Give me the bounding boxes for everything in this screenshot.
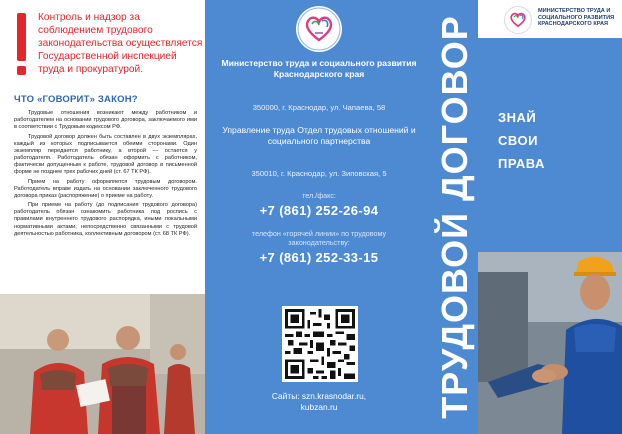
hotline-number: +7 (861) 252-33-15 xyxy=(259,250,379,265)
qr-code-icon xyxy=(282,306,358,382)
law-subheading: ЧТО «ГОВОРИТ» ЗАКОН? xyxy=(14,94,138,105)
ministry-name: Министерство труда и социального развития Краснодарского края xyxy=(221,58,417,79)
department-name: Управление труда Отдел трудовых отношений и социального партнерства xyxy=(222,125,416,146)
ministry-heart-logo-icon xyxy=(504,6,532,34)
left-panel xyxy=(0,0,205,434)
phone-label: тел./факс: xyxy=(302,191,336,200)
ministry-heart-logo-icon xyxy=(296,6,342,52)
workers-photo xyxy=(0,294,205,434)
law-body-text xyxy=(14,110,197,240)
websites: Сайты: szn.krasnodar.ru, kubzan.ru xyxy=(271,391,367,412)
slogan-line: ПРАВА xyxy=(498,156,545,171)
law-paragraph: При приеме на работу (до подписания трудового договора) работодатель обязан ознакомить работника под роспись с правилами внутреннего трудового распорядка, иными локальными нормативными актами, непосредственно связанными с трудовой деятельностью работника, коллективным договором (ст. 68 ТК РФ). xyxy=(14,202,197,237)
handshake-photo xyxy=(478,252,622,434)
slogan-line: СВОИ xyxy=(498,133,538,148)
law-paragraph: Трудовые отношения возникают между работником и работодателем на основании трудового договора, заключаемого ими в соответствии с Трудовым кодексом РФ. xyxy=(14,110,197,131)
department-address: 350010, г. Краснодар, ул. Зиповская, 5 xyxy=(251,169,387,178)
slogan xyxy=(498,106,545,175)
hotline-label: телефон «горячей линии» по трудовому законодательству: xyxy=(251,229,387,247)
law-paragraph: Прием на работу оформляется трудовым договором. Работодатель вправе издать на основании заключенного трудового договора приказ (распоряжение) о приеме на работу. xyxy=(14,178,197,199)
law-paragraph: Трудовой договор должен быть составлен в двух экземплярах, каждый из которых подписывается обеими сторонами. Один экземпляр передается работнику, а второй — остается у работодателя. Работодатель обязан оформить с работником, фактически допущенным к работе, трудовой договор в письменной форме не позднее трех рабочих дней (ст. 67 ТК РФ). xyxy=(14,133,197,176)
ministry-address: 350000, г. Краснодар, ул. Чапаева, 58 xyxy=(252,103,386,112)
phone-number: +7 (861) 252-26-94 xyxy=(259,203,379,218)
control-headline: Контроль и надзор за соблюдением трудового законодательства осуществляется Государственной инспекцией труда и прокуратурой. xyxy=(38,12,203,75)
brochure-title: ТРУДОВОЙ ДОГОВОР xyxy=(434,15,475,419)
cover-ministry-name: МИНИСТЕРСТВО ТРУДА И СОЦИАЛЬНОГО РАЗВИТИЯ КРАСНОДАРСКОГО КРАЯ xyxy=(538,8,615,28)
slogan-line: ЗНАЙ xyxy=(498,110,537,125)
warning-exclamation-icon xyxy=(14,13,30,79)
